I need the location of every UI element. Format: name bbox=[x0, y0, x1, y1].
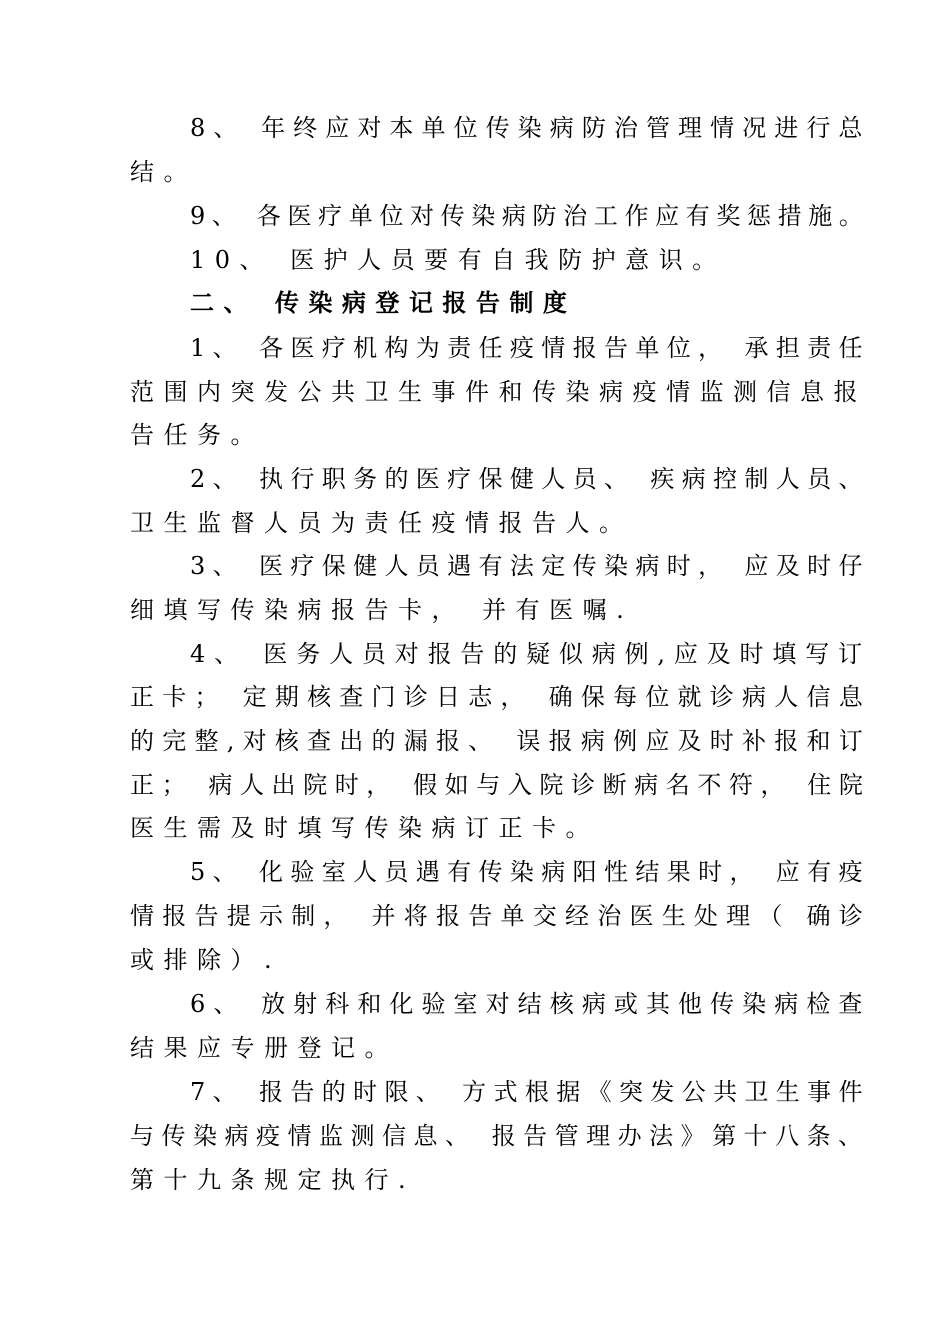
line-text: 与传染病疫情监测信息、 报告管理办法》第十八条、 bbox=[130, 1122, 870, 1150]
paragraph-line bbox=[0, 1116, 950, 1156]
paragraph-line bbox=[0, 240, 950, 280]
paragraph-line bbox=[0, 546, 950, 586]
line-text: 卫生监督人员为责任疫情报告人。 bbox=[130, 509, 633, 537]
line-text: 8、 年终应对本单位传染病防治管理情况进行总 bbox=[190, 114, 871, 142]
line-text: 1、 各医疗机构为责任疫情报告单位， 承担责任 bbox=[190, 334, 870, 362]
paragraph-line bbox=[0, 1160, 950, 1200]
paragraph-line bbox=[0, 372, 950, 412]
line-text: 范围内突发公共卫生事件和传染病疫情监测信息报 bbox=[130, 378, 867, 406]
line-text: 10、 医护人员要有自我防护意识。 bbox=[190, 246, 726, 274]
line-text: 2、 执行职务的医疗保健人员、 疾病控制人员、 bbox=[190, 465, 870, 493]
line-text: 或排除）. bbox=[130, 946, 282, 974]
paragraph-line bbox=[0, 852, 950, 892]
line-text: 5、 化验室人员遇有传染病阳性结果时， 应有疫 bbox=[190, 858, 870, 886]
line-text: 的完整,对核查出的漏报、 误报病例应及时补报和订 bbox=[130, 727, 871, 755]
paragraph-line bbox=[0, 721, 950, 761]
line-text: 情报告提示制， 并将报告单交经治医生处理（ 确诊 bbox=[130, 902, 871, 930]
line-text: 正； 病人出院时， 假如与入院诊断病名不符， 住院 bbox=[130, 771, 871, 799]
line-text: 7、 报告的时限、 方式根据《突发公共卫生事件 bbox=[190, 1078, 870, 1106]
paragraph-line bbox=[0, 415, 950, 455]
section-heading bbox=[0, 283, 950, 323]
paragraph-line bbox=[0, 677, 950, 717]
line-text: 医生需及时填写传染病订正卡。 bbox=[130, 814, 599, 842]
paragraph-line bbox=[0, 896, 950, 936]
line-text: 正卡； 定期核查门诊日志， 确保每位就诊病人信息 bbox=[130, 683, 871, 711]
paragraph-line bbox=[0, 984, 950, 1024]
line-text: 第十九条规定执行. bbox=[130, 1166, 416, 1194]
line-text: 9、 各医疗单位对传染病防治工作应有奖惩措施。 bbox=[190, 202, 870, 230]
paragraph-line bbox=[0, 1072, 950, 1112]
line-text: 6、 放射科和化验室对结核病或其他传染病检查 bbox=[190, 990, 871, 1018]
paragraph-line bbox=[0, 808, 950, 848]
line-text: 告任务。 bbox=[130, 421, 264, 449]
paragraph-line bbox=[0, 765, 950, 805]
line-text: 细填写传染病报告卡， 并有医嘱. bbox=[130, 596, 634, 624]
paragraph-line bbox=[0, 503, 950, 543]
paragraph-line bbox=[0, 940, 950, 980]
line-text: 结。 bbox=[130, 158, 197, 186]
paragraph-line bbox=[0, 590, 950, 630]
paragraph-line bbox=[0, 328, 950, 368]
paragraph-line bbox=[0, 634, 950, 674]
paragraph-line bbox=[0, 152, 950, 192]
line-text: 4、 医务人员对报告的疑似病例,应及时填写订 bbox=[190, 640, 871, 668]
paragraph-line bbox=[0, 108, 950, 148]
heading-text: 二、 传染病登记报告制度 bbox=[190, 289, 577, 317]
paragraph-line bbox=[0, 459, 950, 499]
line-text: 结果应专册登记。 bbox=[130, 1034, 398, 1062]
paragraph-line bbox=[0, 1028, 950, 1068]
paragraph-line bbox=[0, 196, 950, 236]
line-text: 3、 医疗保健人员遇有法定传染病时， 应及时仔 bbox=[190, 552, 870, 580]
